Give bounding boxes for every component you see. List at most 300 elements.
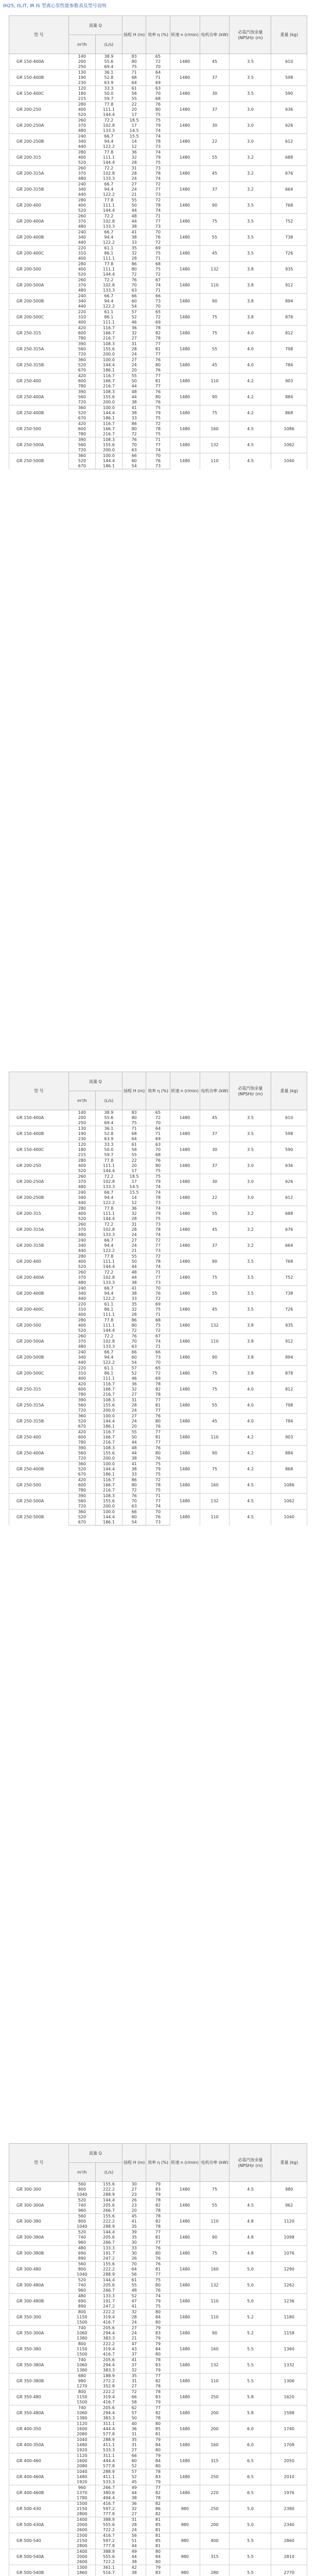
- flow-ls-cell: 222.2: [95, 2310, 122, 2315]
- flow-ls-cell: 416.7: [95, 2320, 122, 2326]
- npsh-cell: 3.5: [230, 54, 271, 70]
- spec-table: [9, 1072, 307, 1526]
- weight-cell: 1062: [271, 437, 307, 453]
- flow-m3h-cell: 2600: [68, 2560, 95, 2565]
- flow-ls-cell: 216.7: [95, 432, 122, 437]
- flow-ls-cell: 116.7: [95, 374, 122, 379]
- efficiency-cell: 70: [146, 1121, 170, 1126]
- efficiency-cell: 73: [146, 224, 170, 230]
- efficiency-cell: 65: [146, 1366, 170, 1371]
- table-row: [9, 2549, 307, 2555]
- flow-ls-cell: 66.7: [95, 1350, 122, 1355]
- head-cell: 52: [122, 2475, 146, 2480]
- flow-ls-cell: 205.6: [95, 2358, 122, 2363]
- flow-ls-cell: 72.2: [95, 1270, 122, 1276]
- flow-m3h-cell: 560: [68, 2262, 95, 2267]
- efficiency-cell: 73: [146, 144, 170, 150]
- weight-cell: 1086: [271, 1478, 307, 1494]
- efficiency-cell: 71: [146, 1131, 170, 1137]
- efficiency-cell: 78: [146, 2389, 170, 2395]
- npsh-cell: 5.5: [230, 2533, 271, 2549]
- head-cell: 49: [122, 2485, 146, 2491]
- npsh-cell: 5.8: [230, 2389, 271, 2405]
- flow-m3h-cell: 1920: [68, 2480, 95, 2485]
- efficiency-cell: 72: [146, 1238, 170, 1244]
- table-row: [9, 1238, 307, 1244]
- flow-m3h-cell: 720: [68, 352, 95, 358]
- head-cell: 35: [122, 2224, 146, 2230]
- power-cell: 30: [200, 1174, 230, 1190]
- npsh-cell: 4.5: [230, 1494, 271, 1510]
- table-row: [9, 2262, 307, 2267]
- efficiency-cell: 79: [146, 2192, 170, 2198]
- flow-m3h-cell: 780: [68, 1488, 95, 1494]
- efficiency-cell: 77: [146, 2272, 170, 2278]
- flow-ls-cell: 186.1: [95, 1472, 122, 1478]
- efficiency-cell: 78: [146, 427, 170, 432]
- head-cell: 18.5: [122, 1174, 146, 1180]
- efficiency-cell: 72: [146, 1478, 170, 1483]
- efficiency-cell: 72: [146, 240, 170, 246]
- flow-ls-cell: 416.7: [95, 2501, 122, 2507]
- head-cell: 47: [122, 2342, 146, 2347]
- table-row: [9, 2294, 307, 2299]
- speed-cell: 1480: [170, 1174, 200, 1190]
- efficiency-cell: 78: [146, 1392, 170, 1398]
- flow-ls-cell: 200.0: [95, 352, 122, 358]
- model-cell: GR 400-460: [9, 2453, 69, 2469]
- flow-m3h-cell: 370: [68, 1227, 95, 1232]
- flow-m3h-cell: 1300: [68, 2565, 95, 2571]
- efficiency-cell: 74: [146, 1190, 170, 1196]
- flow-m3h-cell: 240: [68, 294, 95, 299]
- weight-cell: 868: [271, 405, 307, 421]
- head-cell: 14: [122, 1195, 146, 1200]
- head-cell: 36: [122, 2501, 146, 2507]
- model-cell: GR 300-380A: [9, 2230, 69, 2246]
- head-cell: 24: [122, 1419, 146, 1424]
- model-cell: GR 200-315A: [9, 1222, 69, 1238]
- speed-cell: 1480: [170, 2230, 200, 2246]
- model-cell: GR 250-500B: [9, 1510, 69, 1526]
- flow-ls-cell: 200.0: [95, 400, 122, 405]
- flow-m3h-cell: 120: [68, 86, 95, 92]
- weight-cell: 726: [271, 246, 307, 262]
- efficiency-cell: 73: [146, 192, 170, 198]
- flow-ls-cell: 72.2: [95, 214, 122, 219]
- head-cell: 27: [122, 2187, 146, 2192]
- flow-m3h-cell: 1600: [68, 2427, 95, 2432]
- flow-m3h-cell: 260: [68, 166, 95, 172]
- flow-m3h-cell: 480: [68, 2294, 95, 2299]
- npsh-cell: 4.2: [230, 1446, 271, 1462]
- efficiency-cell: 74: [146, 1264, 170, 1270]
- flow-m3h-cell: 260: [68, 118, 95, 124]
- head-cell: 57: [122, 1366, 146, 1371]
- efficiency-cell: 77: [146, 219, 170, 224]
- efficiency-cell: 75: [146, 1462, 170, 1467]
- flow-m3h-cell: 2600: [68, 2528, 95, 2533]
- flow-m3h-cell: 440: [68, 144, 95, 150]
- head-cell: 38: [122, 2570, 146, 2575]
- flow-ls-cell: 266.7: [95, 2240, 122, 2246]
- npsh-cell: 3.5: [230, 230, 271, 246]
- flow-ls-cell: 66.7: [95, 134, 122, 140]
- model-cell: GR 150-400C: [9, 86, 69, 102]
- speed-cell: 1480: [170, 1158, 200, 1174]
- efficiency-cell: 84: [146, 2554, 170, 2560]
- flow-ls-cell: 94.4: [95, 139, 122, 144]
- flow-ls-cell: 383.3: [95, 2336, 122, 2342]
- weight-cell: 768: [271, 1254, 307, 1270]
- flow-ls-cell: 94.4: [95, 1195, 122, 1200]
- flow-m3h-cell: 480: [68, 288, 95, 294]
- head-cell: 48: [122, 214, 146, 219]
- head-cell: 24: [122, 2320, 146, 2326]
- efficiency-cell: 67: [146, 1334, 170, 1340]
- header-flow-ls: (L/s): [95, 2163, 122, 2182]
- flow-m3h-cell: 240: [68, 1238, 95, 1244]
- flow-ls-cell: 216.7: [95, 336, 122, 342]
- flow-ls-cell: 133.3: [95, 288, 122, 294]
- model-cell: GR 150-400C: [9, 1142, 69, 1158]
- model-cell: GR 200-500B: [9, 1350, 69, 1366]
- npsh-cell: 4.5: [230, 2182, 271, 2198]
- flow-ls-cell: 63.9: [95, 80, 122, 86]
- flow-m3h-cell: 140: [68, 1110, 95, 1116]
- power-cell: 37: [200, 182, 230, 198]
- power-cell: 75: [200, 2182, 230, 2198]
- table-row: [9, 294, 307, 299]
- efficiency-cell: 78: [146, 1382, 170, 1387]
- weight-cell: 664: [271, 182, 307, 198]
- flow-m3h-cell: 1370: [68, 2490, 95, 2496]
- flow-m3h-cell: 560: [68, 2182, 95, 2188]
- efficiency-cell: 77: [146, 384, 170, 389]
- flow-ls-cell: 33.3: [95, 1142, 122, 1148]
- power-cell: 45: [200, 1302, 230, 1318]
- efficiency-cell: 80: [146, 2560, 170, 2565]
- speed-cell: 1480: [170, 326, 200, 342]
- flow-ls-cell: 111.1: [95, 155, 122, 160]
- weight-cell: 598: [271, 1126, 307, 1142]
- efficiency-cell: 79: [146, 2368, 170, 2374]
- head-cell: 14.5: [122, 128, 146, 134]
- flow-ls-cell: 222.2: [95, 2342, 122, 2347]
- efficiency-cell: 73: [146, 1520, 170, 1526]
- flow-m3h-cell: 800: [68, 2267, 95, 2272]
- flow-m3h-cell: 400: [68, 155, 95, 160]
- flow-ls-cell: 416.7: [95, 2533, 122, 2539]
- efficiency-cell: 75: [146, 251, 170, 256]
- power-cell: 55: [200, 1398, 230, 1414]
- efficiency-cell: 78: [146, 2198, 170, 2204]
- table-row: [9, 118, 307, 124]
- flow-ls-cell: 266.7: [95, 2288, 122, 2294]
- head-cell: 41: [122, 1286, 146, 1292]
- weight-cell: 1976: [271, 2485, 307, 2501]
- model-cell: GR 200-500B: [9, 294, 69, 310]
- npsh-cell: 5.2: [230, 2310, 271, 2326]
- npsh-cell: 5.0: [230, 2278, 271, 2294]
- flow-m3h-cell: 1500: [68, 2533, 95, 2539]
- power-cell: 75: [200, 214, 230, 230]
- head-cell: 50: [122, 1259, 146, 1264]
- flow-ls-cell: 94.4: [95, 299, 122, 304]
- model-cell: GR 200-250B: [9, 134, 69, 150]
- head-cell: 38: [122, 224, 146, 230]
- flow-ls-cell: 186.1: [95, 368, 122, 374]
- npsh-cell: 5.0: [230, 2501, 271, 2517]
- header-efficiency: 效率 η (%): [146, 2144, 170, 2182]
- weight-cell: 935: [271, 1318, 307, 1334]
- efficiency-cell: 80: [146, 363, 170, 368]
- head-cell: 72: [122, 272, 146, 278]
- table-row: [9, 2421, 307, 2427]
- head-cell: 68: [122, 75, 146, 80]
- flow-m3h-cell: 390: [68, 1494, 95, 1499]
- flow-ls-cell: 722.2: [95, 2528, 122, 2533]
- head-cell: 66: [122, 1510, 146, 1515]
- flow-m3h-cell: 240: [68, 182, 95, 188]
- flow-m3h-cell: 200: [68, 1115, 95, 1121]
- speed-cell: 1480: [170, 150, 200, 166]
- flow-m3h-cell: 310: [68, 315, 95, 320]
- head-cell: 17: [122, 1179, 146, 1184]
- efficiency-cell: 77: [146, 2230, 170, 2235]
- weight-cell: 878: [271, 1366, 307, 1382]
- table-row: [9, 2405, 307, 2411]
- header-npsh: 必需汽蚀余量 (NPSH)r (m): [230, 16, 271, 54]
- efficiency-cell: 81: [146, 1403, 170, 1408]
- flow-ls-cell: 61.1: [95, 1366, 122, 1371]
- power-cell: 22: [200, 134, 230, 150]
- head-cell: 28: [122, 1227, 146, 1232]
- npsh-cell: 6.0: [230, 2421, 271, 2437]
- model-cell: GR 200-315: [9, 1206, 69, 1222]
- head-cell: 20: [122, 1424, 146, 1430]
- table-row: [9, 421, 307, 427]
- speed-cell: 1480: [170, 1462, 200, 1478]
- model-cell: GR 400-460B: [9, 2485, 69, 2501]
- flow-m3h-cell: 390: [68, 389, 95, 395]
- flow-ls-cell: 94.4: [95, 187, 122, 192]
- model-cell: GR 250-400A: [9, 389, 69, 405]
- head-cell: 71: [122, 1126, 146, 1132]
- flow-ls-cell: 144.4: [95, 2278, 122, 2283]
- flow-m3h-cell: 780: [68, 1392, 95, 1398]
- table-row: [9, 2230, 307, 2235]
- flow-ls-cell: 155.6: [95, 2262, 122, 2267]
- head-cell: 80: [122, 1483, 146, 1488]
- model-cell: GR 200-400B: [9, 1286, 69, 1302]
- efficiency-cell: 82: [146, 2411, 170, 2416]
- table-row: [9, 1430, 307, 1435]
- flow-ls-cell: 108.3: [95, 342, 122, 347]
- speed-cell: 1480: [170, 1206, 200, 1222]
- head-cell: 41: [122, 230, 146, 235]
- speed-cell: 1480: [170, 374, 200, 389]
- speed-cell: 1480: [170, 421, 200, 437]
- npsh-cell: 5.8: [230, 2405, 271, 2421]
- flow-ls-cell: 200.0: [95, 1408, 122, 1414]
- flow-m3h-cell: 120: [68, 1142, 95, 1148]
- head-cell: 28: [122, 347, 146, 352]
- flow-m3h-cell: 690: [68, 2251, 95, 2256]
- spec-table: [9, 15, 307, 469]
- table-row: [9, 405, 307, 411]
- flow-ls-cell: 61.1: [95, 1302, 122, 1308]
- header-power: 电机功率 (kW): [200, 2144, 230, 2182]
- head-cell: 55: [122, 96, 146, 102]
- efficiency-cell: 77: [146, 2240, 170, 2246]
- speed-cell: 1480: [170, 2294, 200, 2310]
- head-cell: 60: [122, 1515, 146, 1520]
- flow-m3h-cell: 370: [68, 123, 95, 128]
- flow-m3h-cell: 2150: [68, 2538, 95, 2544]
- flow-m3h-cell: 240: [68, 1350, 95, 1355]
- efficiency-cell: 77: [146, 1243, 170, 1248]
- flow-ls-cell: 77.8: [95, 102, 122, 108]
- table-row: [9, 1126, 307, 1132]
- header-speed: 转速 n (r/min): [170, 1072, 200, 1110]
- flow-m3h-cell: 2800: [68, 2512, 95, 2517]
- flow-m3h-cell: 360: [68, 1462, 95, 1467]
- head-cell: 36: [122, 2427, 146, 2432]
- flow-ls-cell: 777.8: [95, 2544, 122, 2549]
- efficiency-cell: 85: [146, 2522, 170, 2528]
- npsh-cell: 3.8: [230, 1318, 271, 1334]
- power-cell: 55: [200, 230, 230, 246]
- flow-m3h-cell: 400: [68, 203, 95, 208]
- flow-ls-cell: 247.2: [95, 2304, 122, 2310]
- npsh-cell: 5.5: [230, 2358, 271, 2374]
- table-row: [9, 1206, 307, 1212]
- head-cell: 31: [122, 1398, 146, 1403]
- power-cell: 110: [200, 278, 230, 294]
- head-cell: 38: [122, 1456, 146, 1462]
- flow-ls-cell: 533.3: [95, 2480, 122, 2485]
- weight-cell: 1086: [271, 421, 307, 437]
- efficiency-cell: 76: [146, 400, 170, 405]
- flow-m3h-cell: 1120: [68, 2421, 95, 2427]
- npsh-cell: 4.5: [230, 453, 271, 469]
- flow-m3h-cell: 520: [68, 2198, 95, 2204]
- weight-cell: 598: [271, 70, 307, 86]
- flow-m3h-cell: 260: [68, 1334, 95, 1340]
- weight-cell: 1180: [271, 2310, 307, 2326]
- head-cell: 21: [122, 1248, 146, 1254]
- flow-m3h-cell: 1500: [68, 2501, 95, 2507]
- spec-table-panel-2: [9, 1072, 307, 1526]
- npsh-cell: 3.5: [230, 1286, 271, 1302]
- flow-m3h-cell: 560: [68, 1403, 95, 1408]
- flow-ls-cell: 216.7: [95, 1488, 122, 1494]
- head-cell: 72: [122, 432, 146, 437]
- speed-cell: 1480: [170, 1222, 200, 1238]
- speed-cell: 1480: [170, 2405, 200, 2421]
- efficiency-cell: 74: [146, 128, 170, 134]
- power-cell: 55: [200, 2198, 230, 2214]
- weight-cell: 884: [271, 389, 307, 405]
- efficiency-cell: 76: [146, 1291, 170, 1296]
- model-cell: GR 350-300A: [9, 2326, 69, 2342]
- flow-ls-cell: 166.7: [95, 1387, 122, 1392]
- flow-ls-cell: 100.0: [95, 1510, 122, 1515]
- header-flow: 流量 Q: [68, 16, 122, 35]
- efficiency-cell: 80: [146, 2283, 170, 2288]
- power-cell: 160: [200, 2262, 230, 2278]
- flow-ls-cell: 108.3: [95, 1398, 122, 1403]
- weight-cell: 752: [271, 214, 307, 230]
- model-cell: GR 200-315: [9, 150, 69, 166]
- speed-cell: 1480: [170, 2358, 200, 2374]
- head-cell: 56: [122, 2533, 146, 2539]
- speed-cell: 1480: [170, 246, 200, 262]
- flow-m3h-cell: 420: [68, 1478, 95, 1483]
- head-cell: 36: [122, 326, 146, 331]
- efficiency-cell: 81: [146, 1435, 170, 1440]
- efficiency-cell: 76: [146, 368, 170, 374]
- speed-cell: 1480: [170, 1286, 200, 1302]
- flow-ls-cell: 102.8: [95, 219, 122, 224]
- model-cell: GR 200-250B: [9, 1190, 69, 1206]
- flow-ls-cell: 86.1: [95, 1371, 122, 1376]
- header-model: 型 号: [9, 2144, 69, 2182]
- model-cell: GR 200-315B: [9, 1238, 69, 1254]
- flow-m3h-cell: 370: [68, 1339, 95, 1344]
- efficiency-cell: 70: [146, 64, 170, 70]
- npsh-cell: 3.2: [230, 1206, 271, 1222]
- flow-m3h-cell: 360: [68, 1510, 95, 1515]
- flow-ls-cell: 122.2: [95, 1296, 122, 1302]
- flow-m3h-cell: 780: [68, 384, 95, 389]
- model-cell: GR 500-430A: [9, 2517, 69, 2533]
- flow-m3h-cell: 520: [68, 1168, 95, 1174]
- efficiency-cell: 73: [146, 1280, 170, 1286]
- model-cell: GR 200-400B: [9, 230, 69, 246]
- head-cell: 15.5: [122, 134, 146, 140]
- weight-cell: 784: [271, 358, 307, 374]
- weight-cell: 1062: [271, 1494, 307, 1510]
- head-cell: 27: [122, 2384, 146, 2389]
- head-cell: 55: [122, 374, 146, 379]
- flow-m3h-cell: 360: [68, 1414, 95, 1419]
- flow-ls-cell: 361.1: [95, 2565, 122, 2571]
- weight-cell: 903: [271, 374, 307, 389]
- efficiency-cell: 81: [146, 2432, 170, 2437]
- efficiency-cell: 70: [146, 91, 170, 96]
- flow-ls-cell: 102.8: [95, 1339, 122, 1344]
- head-cell: 49: [122, 2549, 146, 2555]
- power-cell: 45: [200, 166, 230, 182]
- head-cell: 32: [122, 1387, 146, 1392]
- efficiency-cell: 82: [146, 331, 170, 336]
- model-cell: GR 300-480: [9, 2262, 69, 2278]
- model-cell: GR 250-500: [9, 1478, 69, 1494]
- speed-cell: 1480: [170, 86, 200, 102]
- flow-ls-cell: 155.6: [95, 2214, 122, 2219]
- flow-m3h-cell: 520: [68, 1419, 95, 1424]
- speed-cell: 980: [170, 2517, 200, 2533]
- speed-cell: 1480: [170, 230, 200, 246]
- flow-ls-cell: 100.0: [95, 453, 122, 459]
- head-cell: 86: [122, 262, 146, 267]
- flow-ls-cell: 94.4: [95, 1243, 122, 1248]
- efficiency-cell: 75: [146, 432, 170, 437]
- efficiency-cell: 71: [146, 1344, 170, 1350]
- flow-m3h-cell: 720: [68, 448, 95, 453]
